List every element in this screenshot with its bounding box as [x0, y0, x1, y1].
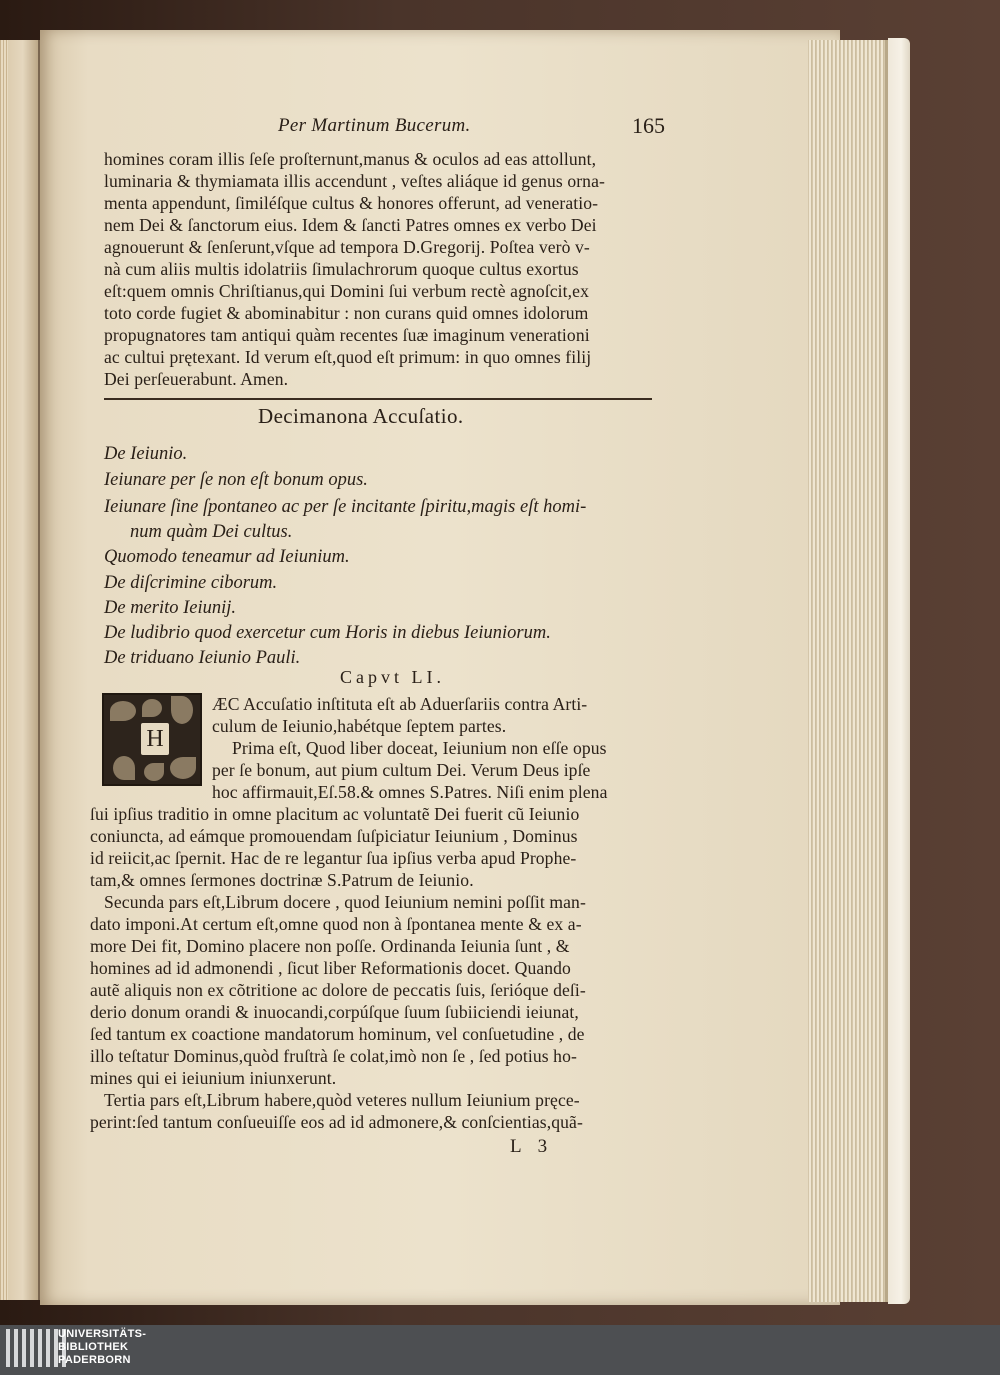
book-cover-edge	[888, 38, 910, 1304]
text-line: dato imponi.At certum eſt,omne quod non à ſpontanea mente & ex a-	[90, 914, 582, 934]
text-line: luminaria & thymiamata illis accendunt , veſtes aliáque id genus orna-	[104, 171, 605, 191]
text-line: tam,& omnes ſermones doctrinæ S.Patrum de Ieiunio.	[90, 870, 474, 890]
text-line: Tertia pars eſt,Librum habere,quòd veteres nullum Ieiunium pręce-	[104, 1090, 580, 1110]
text-line: agnouerunt & ſenſerunt,vſque ad tempora D.Gregorij. Poſtea verò v-	[104, 237, 590, 257]
text-line: eſt:quem omnis Chriſtianus,qui Domini ſui verbum rectè agnoſcit,ex	[104, 281, 589, 301]
text-line: culum de Ieiunio,habétque ſeptem partes.	[212, 716, 507, 736]
text-line: id reiicit,ac ſpernit. Hac de re legantur ſua ipſius verba apud Prophe-	[90, 848, 577, 868]
text-line: ÆC Accuſatio inſtituta eſt ab Aduerſariis contra Arti-	[212, 694, 588, 714]
text-line: coniuncta, ad eámque promouendam ſuſpiciatur Ieiunium , Dominus	[90, 826, 578, 846]
contents-entry: De merito Ieiunij.	[104, 598, 237, 618]
text-line: ac cultui prętexant. Id verum eſt,quod eſt primum: in quo omnes filij	[104, 347, 592, 367]
text-line: nem Dei & ſanctorum eius. Idem & ſancti Patres omnes ex verbo Dei	[104, 215, 597, 235]
text-line: nà cum aliis multis idolatriis ſimulachrorum quoque cultus exortus	[104, 259, 579, 279]
contents-entry: Ieiunare per ſe non eſt bonum opus.	[104, 470, 368, 490]
facing-page-fore-edge	[0, 40, 8, 1300]
contents-entry: De ludibrio quod exercetur cum Horis in diebus Ieiuniorum.	[104, 623, 551, 643]
text-line: menta appendunt, ſimiléſque cultus & honores offerunt, ad veneratio-	[104, 193, 599, 213]
text-line: hoc affirmauit,Eſ.58.& omnes S.Patres. Niſi enim plena	[212, 782, 608, 802]
running-head: Per Martinum Bucerum.	[278, 115, 471, 136]
library-footer	[0, 1325, 1000, 1375]
initial-letter: H	[141, 723, 169, 755]
text-line: per ſe bonum, aut pium cultum Dei. Verum Deus ipſe	[212, 760, 591, 780]
text-line: ſui ipſius traditio in omne placitum ac voluntatẽ Dei fuerit cũ Ieiunio	[90, 804, 580, 824]
text-line: perint:ſed tantum conſueuiſſe eos ad id admonere,& conſcientias,quã-	[90, 1112, 583, 1132]
text-line: derio donum orandi & inuocandi,corpúſque ſuum ſubiiciendi ieiunat,	[90, 1002, 579, 1022]
text-line: Dei perſeuerabunt. Amen.	[104, 369, 289, 389]
page-block-edge	[808, 40, 888, 1302]
contents-entry: De Ieiunio.	[104, 444, 188, 464]
page-number: 165	[632, 113, 665, 138]
text-line: homines coram illis ſeſe proſternunt,manus & oculos ad eas attollunt,	[104, 149, 597, 169]
contents-entry: num quàm Dei cultus.	[130, 522, 293, 542]
text-line: homines ad id admonendi , ſicut liber Reformationis docet. Quando	[90, 958, 571, 978]
library-logo-text	[58, 1328, 146, 1367]
logo-line: UNIVERSITÄTS-	[58, 1328, 147, 1340]
text-line: mines qui ei ieiunium iniunxerunt.	[90, 1068, 337, 1088]
text-line: autẽ aliquis non ex cõtritione ac dolore de peccatis ſuis, ſerióque deſi-	[90, 980, 586, 1000]
logo-line: PADERBORN	[58, 1354, 131, 1366]
text-line: propugnatores tam antiqui quàm recentes ſuæ imaginum venerationi	[104, 325, 590, 345]
contents-entry: De diſcrimine ciborum.	[104, 573, 278, 593]
section-divider	[104, 398, 652, 400]
text-line: ſed tantum ex coactione mandatorum hominum, vel conſuetudine , de	[90, 1024, 585, 1044]
contents-entry: Quomodo teneamur ad Ieiunium.	[104, 547, 350, 567]
contents-entry: De triduano Ieiunio Pauli.	[104, 648, 301, 668]
text-line: illo teſtatur Dominus,quòd fruſtrà ſe colat,imò non ſe , ſed potius ho-	[90, 1046, 577, 1066]
chapter-heading: Capvt LI.	[340, 667, 445, 687]
library-logo-icon	[6, 1329, 66, 1367]
decorated-initial	[102, 693, 202, 786]
contents-entry: Ieiunare ſine ſpontaneo ac per ſe incitante ſpiritu,magis eſt homi-	[104, 497, 587, 517]
text-line: Prima eſt, Quod liber doceat, Ieiunium non eſſe opus	[232, 738, 607, 758]
text-line: toto corde fugiet & abominabitur : non curans quid omnes idolorum	[104, 303, 589, 323]
text-line: Secunda pars eſt,Librum docere , quod Ieiunium nemini poſſit man-	[104, 892, 586, 912]
logo-line: BIBLIOTHEK	[58, 1341, 129, 1353]
text-line: more Dei fit, Domino placere non poſſe. Ordinanda Ieiunia ſunt , &	[90, 936, 570, 956]
signature-mark: L 3	[510, 1136, 554, 1157]
section-title: Decimanona Accuſatio.	[258, 404, 464, 428]
